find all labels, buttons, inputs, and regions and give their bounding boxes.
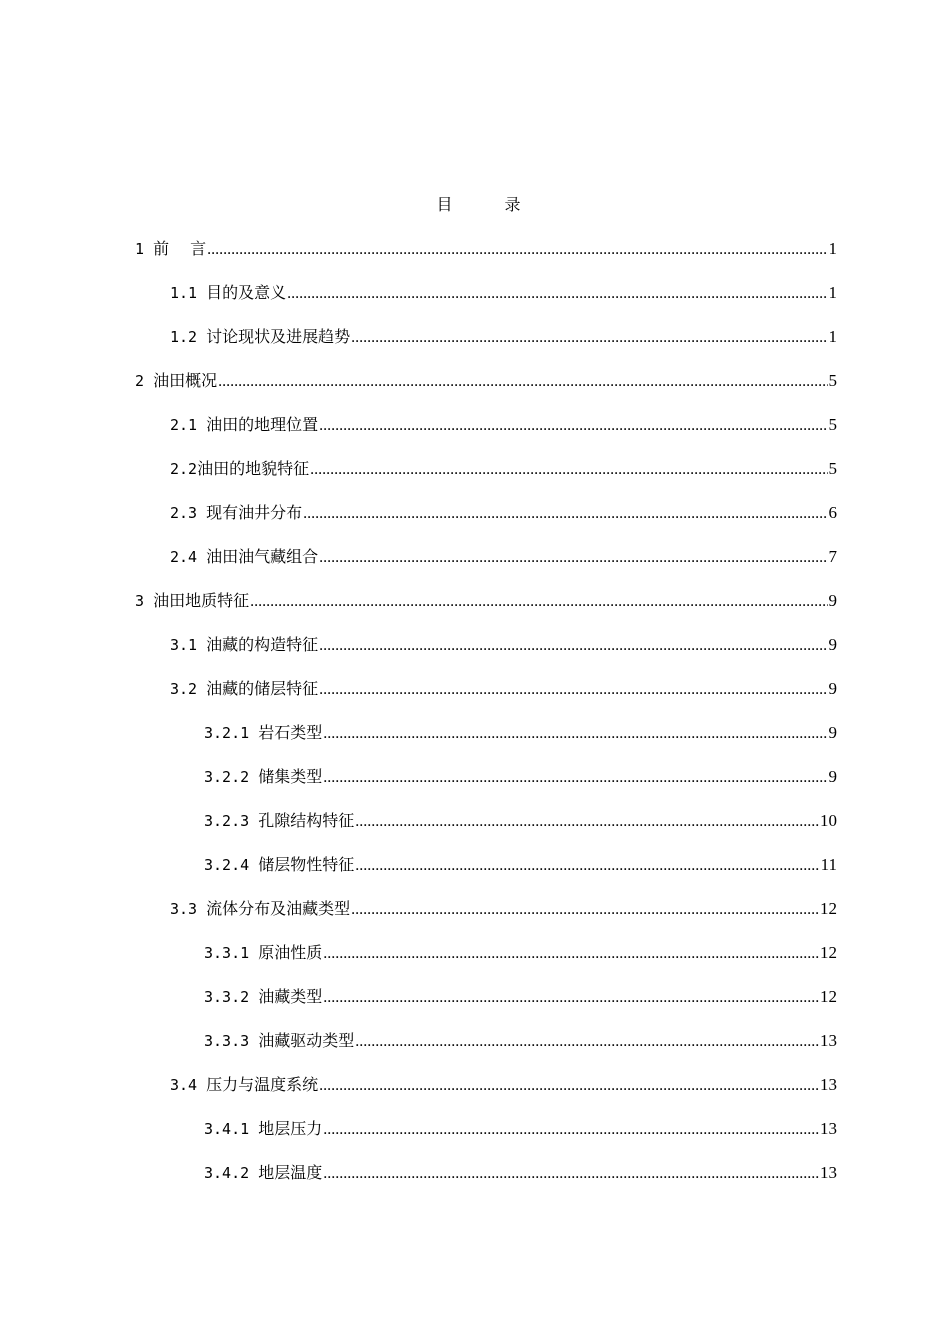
toc-entry-title: 油藏驱动类型	[258, 1031, 355, 1050]
toc-dot-leader	[323, 1119, 819, 1141]
toc-entry[interactable]	[0, 1074, 837, 1118]
toc-dot-leader	[207, 239, 827, 261]
toc-dot-leader	[319, 547, 827, 569]
toc-dot-leader	[319, 679, 827, 701]
toc-entry[interactable]	[0, 854, 837, 898]
toc-entry-title: 原油性质	[258, 943, 323, 962]
toc-entry-number: 3.3.1	[204, 944, 259, 962]
toc-entry-page-number: 9	[828, 679, 837, 698]
toc-dot-leader	[319, 415, 827, 437]
toc-entry-number: 3.3.2	[204, 988, 259, 1006]
toc-dot-leader	[323, 723, 827, 745]
toc-dot-leader	[355, 1031, 819, 1053]
toc-entry-number: 1.2	[170, 328, 207, 346]
toc-entry-number: 3.3	[170, 900, 207, 918]
toc-entry-page-number: 11	[820, 855, 837, 874]
toc-entry-number: 2	[135, 372, 154, 390]
toc-entry[interactable]	[0, 810, 837, 854]
toc-entry[interactable]	[0, 458, 837, 502]
toc-entry[interactable]	[0, 414, 837, 458]
toc-entry-number: 3.1	[170, 636, 207, 654]
toc-entry-title: 油藏的构造特征	[206, 635, 319, 654]
toc-entry-page-number: 12	[820, 943, 837, 962]
toc-dot-leader	[355, 855, 819, 877]
toc-entry[interactable]	[0, 546, 837, 590]
toc-entry-page-number: 7	[828, 547, 837, 566]
toc-dot-leader	[323, 1163, 819, 1185]
toc-entry-title: 地层压力	[258, 1119, 323, 1138]
toc-entry-number: 3.2	[170, 680, 207, 698]
toc-entry-number: 1.1	[170, 284, 207, 302]
toc-dot-leader	[351, 899, 819, 921]
toc-entry-page-number: 1	[828, 327, 837, 346]
toc-entry-title: 油田油气藏组合	[206, 547, 319, 566]
toc-entry-title: 储层物性特征	[258, 855, 355, 874]
toc-entry-page-number: 9	[828, 723, 837, 742]
toc-entry-title: 目的及意义	[206, 283, 287, 302]
toc-entry-number: 2.3	[170, 504, 207, 522]
toc-entry-page-number: 10	[820, 811, 837, 830]
toc-entry-title: 油田的地理位置	[206, 415, 319, 434]
toc-entry[interactable]	[0, 502, 837, 546]
toc-entry-page-number: 9	[828, 591, 837, 610]
toc-entry-number: 3.4	[170, 1076, 207, 1094]
toc-dot-leader	[355, 811, 819, 833]
toc-dot-leader	[310, 459, 827, 481]
toc-entry-title: 油藏的储层特征	[206, 679, 319, 698]
toc-entry-number: 1	[135, 240, 154, 258]
toc-entry[interactable]	[0, 722, 837, 766]
toc-entry-page-number: 13	[820, 1075, 837, 1094]
toc-entry-title: 孔隙结构特征	[258, 811, 355, 830]
toc-entry-page-number: 13	[820, 1031, 837, 1050]
toc-dot-leader	[303, 503, 827, 525]
toc-entry[interactable]	[0, 282, 837, 326]
toc-entry-page-number: 9	[828, 767, 837, 786]
toc-entry-title: 油田概况	[153, 371, 218, 390]
toc-entry[interactable]	[0, 634, 837, 678]
toc-entry-page-number: 13	[820, 1119, 837, 1138]
toc-entry[interactable]	[0, 1162, 837, 1206]
toc-entry-number: 3.3.3	[204, 1032, 259, 1050]
toc-entry[interactable]	[0, 898, 837, 942]
toc-entry-page-number: 12	[820, 987, 837, 1006]
toc-entry[interactable]	[0, 986, 837, 1030]
toc-entry-title: 前 言	[153, 239, 207, 258]
toc-entry-title: 油藏类型	[258, 987, 323, 1006]
toc-dot-leader	[323, 767, 827, 789]
toc-entry-number: 3.2.2	[204, 768, 259, 786]
toc-dot-leader	[319, 635, 827, 657]
toc-dot-leader	[287, 283, 827, 305]
toc-entry-page-number: 12	[820, 899, 837, 918]
toc-entry[interactable]	[0, 370, 837, 414]
toc-entry-number: 3.4.1	[204, 1120, 259, 1138]
toc-entry-number: 2.4	[170, 548, 207, 566]
toc-entry-page-number: 9	[828, 635, 837, 654]
toc-entry-page-number: 5	[828, 415, 837, 434]
toc-dot-leader	[250, 591, 827, 613]
toc-entry[interactable]	[0, 590, 837, 634]
toc-entry-title: 现有油井分布	[206, 503, 303, 522]
toc-entry-number: 3.2.3	[204, 812, 259, 830]
toc-entry[interactable]	[0, 1118, 837, 1162]
toc-entry-page-number: 13	[820, 1163, 837, 1182]
toc-entry-page-number: 1	[828, 239, 837, 258]
toc-entry[interactable]	[0, 766, 837, 810]
toc-entry-number: 2.1	[170, 416, 207, 434]
toc-entry[interactable]	[0, 326, 837, 370]
toc-entry-number: 2.2	[170, 460, 198, 478]
toc-entry-number: 3.4.2	[204, 1164, 259, 1182]
toc-dot-leader	[323, 987, 819, 1009]
toc-dot-leader	[323, 943, 819, 965]
toc-entry[interactable]	[0, 238, 837, 282]
toc-entry-title: 地层温度	[258, 1163, 323, 1182]
toc-entry-number: 3.2.4	[204, 856, 259, 874]
toc-entry[interactable]	[0, 678, 837, 722]
toc-dot-leader	[351, 327, 827, 349]
toc-entry-page-number: 6	[828, 503, 837, 522]
toc-entry-page-number: 5	[828, 371, 837, 390]
toc-title: 目 录	[436, 195, 539, 214]
toc-entry[interactable]	[0, 1030, 837, 1074]
toc-entry-title: 岩石类型	[258, 723, 323, 742]
toc-entry-title: 讨论现状及进展趋势	[206, 327, 351, 346]
toc-entry-page-number: 1	[828, 283, 837, 302]
toc-dot-leader	[319, 1075, 819, 1097]
toc-dot-leader	[218, 371, 827, 393]
toc-entry[interactable]	[0, 942, 837, 986]
toc-entry-title: 油田的地貌特征	[197, 459, 310, 478]
toc-entry-title: 流体分布及油藏类型	[206, 899, 351, 918]
toc-entry-number: 3.2.1	[204, 724, 259, 742]
toc-entry-title: 储集类型	[258, 767, 323, 786]
toc-entry-title: 油田地质特征	[153, 591, 250, 610]
toc-entry-title: 压力与温度系统	[206, 1075, 319, 1094]
toc-entry-number: 3	[135, 592, 154, 610]
toc-entry-page-number: 5	[828, 459, 837, 478]
toc-list	[0, 238, 950, 1206]
